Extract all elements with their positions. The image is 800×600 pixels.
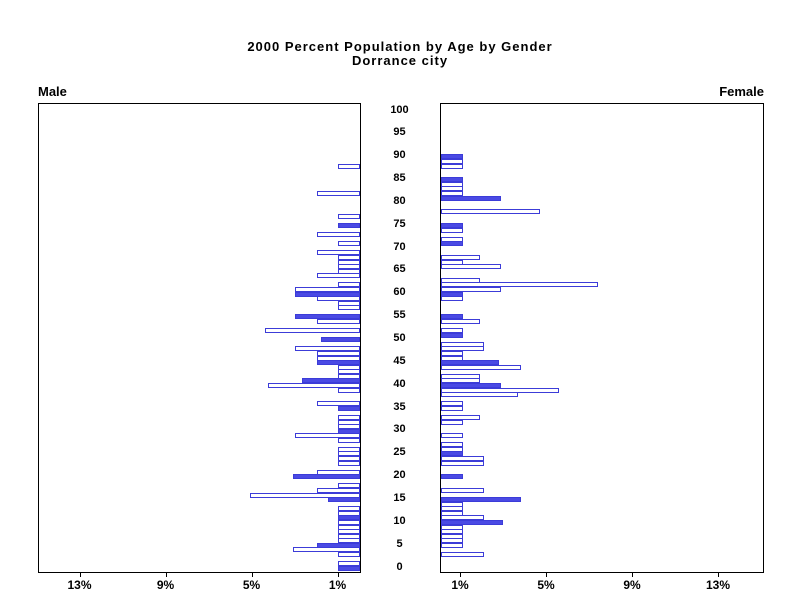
- male-axis-label: Male: [38, 84, 67, 99]
- male-bar-age-10: [338, 520, 360, 525]
- male-bar-age-58: [338, 301, 360, 306]
- age-label-80: 80: [393, 194, 406, 207]
- age-label-70: 70: [393, 240, 406, 253]
- male-tick-5%: [252, 572, 253, 577]
- male-bar-age-57: [338, 305, 360, 310]
- male-bar-age-54: [317, 319, 360, 324]
- female-bar-age-45: [441, 360, 499, 365]
- female-tick-9%: [632, 572, 633, 577]
- chart-subtitle: Dorrance city: [351, 53, 449, 68]
- male-bar-age-47: [317, 351, 360, 356]
- male-bar-age-55: [295, 314, 360, 319]
- male-bar-age-21: [317, 470, 360, 475]
- male-bar-age-35: [338, 406, 360, 411]
- male-bar-age-41: [302, 378, 360, 383]
- male-bar-age-64: [317, 273, 360, 278]
- male-bar-age-5: [317, 543, 360, 548]
- male-bar-age-24: [338, 456, 360, 461]
- male-bar-age-18: [338, 483, 360, 488]
- male-tick-label-9%: 9%: [156, 578, 175, 592]
- male-bar-age-50: [321, 337, 360, 342]
- female-bar-age-9: [441, 525, 463, 530]
- age-label-35: 35: [393, 400, 406, 413]
- female-bar-age-38: [441, 392, 518, 397]
- female-bar-age-78: [441, 209, 540, 214]
- female-bar-age-20: [441, 474, 463, 479]
- age-label-100: 100: [390, 103, 409, 116]
- age-axis: [359, 0, 440, 600]
- male-bar-age-20: [293, 474, 360, 479]
- female-bar-age-33: [441, 415, 480, 420]
- male-bar-age-61: [295, 287, 360, 292]
- female-bar-age-75: [441, 223, 463, 228]
- age-label-15: 15: [393, 491, 406, 504]
- male-bar-age-12: [338, 511, 360, 516]
- male-bar-age-59: [317, 296, 360, 301]
- male-tick-13%: [80, 572, 81, 577]
- age-label-65: 65: [393, 263, 406, 276]
- female-bar-age-7: [441, 534, 463, 539]
- age-label-55: 55: [393, 309, 406, 322]
- male-bar-age-33: [338, 415, 360, 420]
- age-label-25: 25: [393, 446, 406, 459]
- female-bar-age-49: [441, 342, 484, 347]
- female-bar-age-11: [441, 515, 484, 520]
- male-bar-age-40: [268, 383, 360, 388]
- male-bar-age-4: [293, 547, 360, 552]
- female-bar-age-60: [441, 292, 463, 297]
- male-tick-label-1%: 1%: [328, 578, 347, 592]
- male-bar-age-66: [338, 264, 360, 269]
- female-bar-age-74: [441, 228, 463, 233]
- male-bar-age-3: [338, 552, 360, 557]
- female-tick-1%: [460, 572, 461, 577]
- female-bar-age-66: [441, 264, 501, 269]
- female-bar-age-10: [441, 520, 503, 525]
- male-bar-age-11: [338, 515, 360, 520]
- female-tick-label-1%: 1%: [451, 578, 469, 592]
- female-bar-age-59: [441, 296, 463, 301]
- female-bar-age-36: [441, 401, 463, 406]
- female-bar-age-62: [441, 282, 598, 287]
- male-tick-label-13%: 13%: [67, 578, 92, 592]
- female-bar-age-44: [441, 365, 521, 370]
- male-bar-age-39: [338, 388, 360, 393]
- male-bar-age-31: [338, 424, 360, 429]
- male-bar-age-23: [338, 461, 360, 466]
- female-plot-area: [440, 103, 764, 573]
- male-tick-9%: [166, 572, 167, 577]
- female-bar-age-90: [441, 154, 463, 159]
- female-bar-age-27: [441, 442, 463, 447]
- female-bar-age-89: [441, 159, 463, 164]
- male-bar-age-77: [338, 214, 360, 219]
- male-bar-age-1: [338, 561, 360, 566]
- male-bar-age-60: [295, 292, 360, 297]
- female-bar-age-8: [441, 529, 463, 534]
- age-label-10: 10: [393, 514, 406, 527]
- female-bar-age-40: [441, 383, 501, 388]
- female-bar-age-48: [441, 346, 484, 351]
- male-bar-age-73: [317, 232, 360, 237]
- female-axis-label: Female: [719, 84, 764, 99]
- female-bar-age-23: [441, 461, 484, 466]
- female-bar-age-84: [441, 182, 463, 187]
- female-bar-age-67: [441, 260, 463, 265]
- male-bar-age-13: [338, 506, 360, 511]
- male-bar-age-15: [328, 497, 360, 502]
- female-tick-13%: [718, 572, 719, 577]
- age-label-40: 40: [393, 377, 406, 390]
- age-label-90: 90: [393, 149, 406, 162]
- female-bar-age-25: [441, 451, 463, 456]
- female-bar-age-35: [441, 406, 463, 411]
- female-bar-age-63: [441, 278, 480, 283]
- female-bar-age-82: [441, 191, 463, 196]
- female-bar-age-24: [441, 456, 484, 461]
- female-bar-age-52: [441, 328, 463, 333]
- age-label-20: 20: [393, 469, 406, 482]
- male-bar-age-25: [338, 451, 360, 456]
- chart-title: 2000 Percent Population by Age by Gender: [247, 39, 553, 54]
- female-bar-age-68: [441, 255, 480, 260]
- female-bar-age-5: [441, 543, 463, 548]
- male-bar-age-44: [338, 365, 360, 370]
- male-bar-age-32: [338, 420, 360, 425]
- male-bar-age-28: [338, 438, 360, 443]
- male-bar-age-48: [295, 346, 360, 351]
- female-tick-5%: [546, 572, 547, 577]
- male-bar-age-8: [338, 529, 360, 534]
- age-label-75: 75: [393, 217, 406, 230]
- age-label-5: 5: [396, 537, 403, 550]
- female-bar-age-32: [441, 420, 463, 425]
- female-bar-age-55: [441, 314, 463, 319]
- male-bar-age-16: [250, 493, 360, 498]
- male-bar-age-36: [317, 401, 360, 406]
- female-bar-age-17: [441, 488, 484, 493]
- male-bar-age-46: [317, 356, 360, 361]
- female-bar-age-51: [441, 333, 463, 338]
- age-label-60: 60: [393, 286, 406, 299]
- female-bar-age-42: [441, 374, 480, 379]
- male-bar-age-65: [338, 269, 360, 274]
- age-label-50: 50: [393, 332, 406, 344]
- age-label-95: 95: [393, 126, 406, 139]
- female-bar-age-81: [441, 196, 501, 201]
- male-bar-age-68: [338, 255, 360, 260]
- male-bar-age-45: [317, 360, 360, 365]
- female-bar-age-29: [441, 433, 463, 438]
- female-bar-age-15: [441, 497, 521, 502]
- male-plot-area: [38, 103, 361, 573]
- female-bar-age-39: [441, 388, 559, 393]
- age-label-0: 0: [396, 560, 403, 573]
- male-bar-age-30: [338, 429, 360, 434]
- age-label-30: 30: [393, 423, 406, 436]
- male-bar-age-52: [265, 328, 360, 333]
- female-bar-age-72: [441, 237, 463, 242]
- female-bar-age-14: [441, 502, 463, 507]
- male-bar-age-67: [338, 260, 360, 265]
- male-bar-age-69: [317, 250, 360, 255]
- female-bar-age-54: [441, 319, 480, 324]
- female-bar-age-85: [441, 177, 463, 182]
- female-bar-age-88: [441, 164, 463, 169]
- female-bar-age-13: [441, 506, 463, 511]
- male-bar-age-17: [317, 488, 360, 493]
- female-bar-age-12: [441, 511, 463, 516]
- female-bar-age-3: [441, 552, 484, 557]
- male-bar-age-26: [338, 447, 360, 452]
- age-label-45: 45: [393, 354, 406, 367]
- male-bar-age-42: [338, 374, 360, 379]
- male-bar-age-29: [295, 433, 360, 438]
- female-bar-age-6: [441, 538, 463, 543]
- female-tick-label-5%: 5%: [537, 578, 555, 592]
- male-bar-age-88: [338, 164, 360, 169]
- female-bar-age-83: [441, 186, 463, 191]
- female-bar-age-71: [441, 241, 463, 246]
- female-bar-age-46: [441, 356, 463, 361]
- female-bar-age-41: [441, 378, 480, 383]
- female-bar-age-47: [441, 351, 463, 356]
- male-tick-1%: [338, 572, 339, 577]
- female-tick-label-9%: 9%: [623, 578, 641, 592]
- female-bar-age-61: [441, 287, 501, 292]
- male-bar-age-9: [338, 525, 360, 530]
- male-bar-age-7: [338, 534, 360, 539]
- male-bar-age-82: [317, 191, 360, 196]
- male-tick-label-5%: 5%: [242, 578, 261, 592]
- female-bar-age-26: [441, 447, 463, 452]
- male-bar-age-71: [338, 241, 360, 246]
- male-bar-age-0: [338, 566, 360, 571]
- male-bar-age-43: [338, 369, 360, 374]
- female-tick-label-13%: 13%: [705, 578, 731, 592]
- male-bar-age-6: [338, 538, 360, 543]
- male-bar-age-62: [338, 282, 360, 287]
- male-bar-age-75: [338, 223, 360, 228]
- age-label-85: 85: [393, 172, 406, 184]
